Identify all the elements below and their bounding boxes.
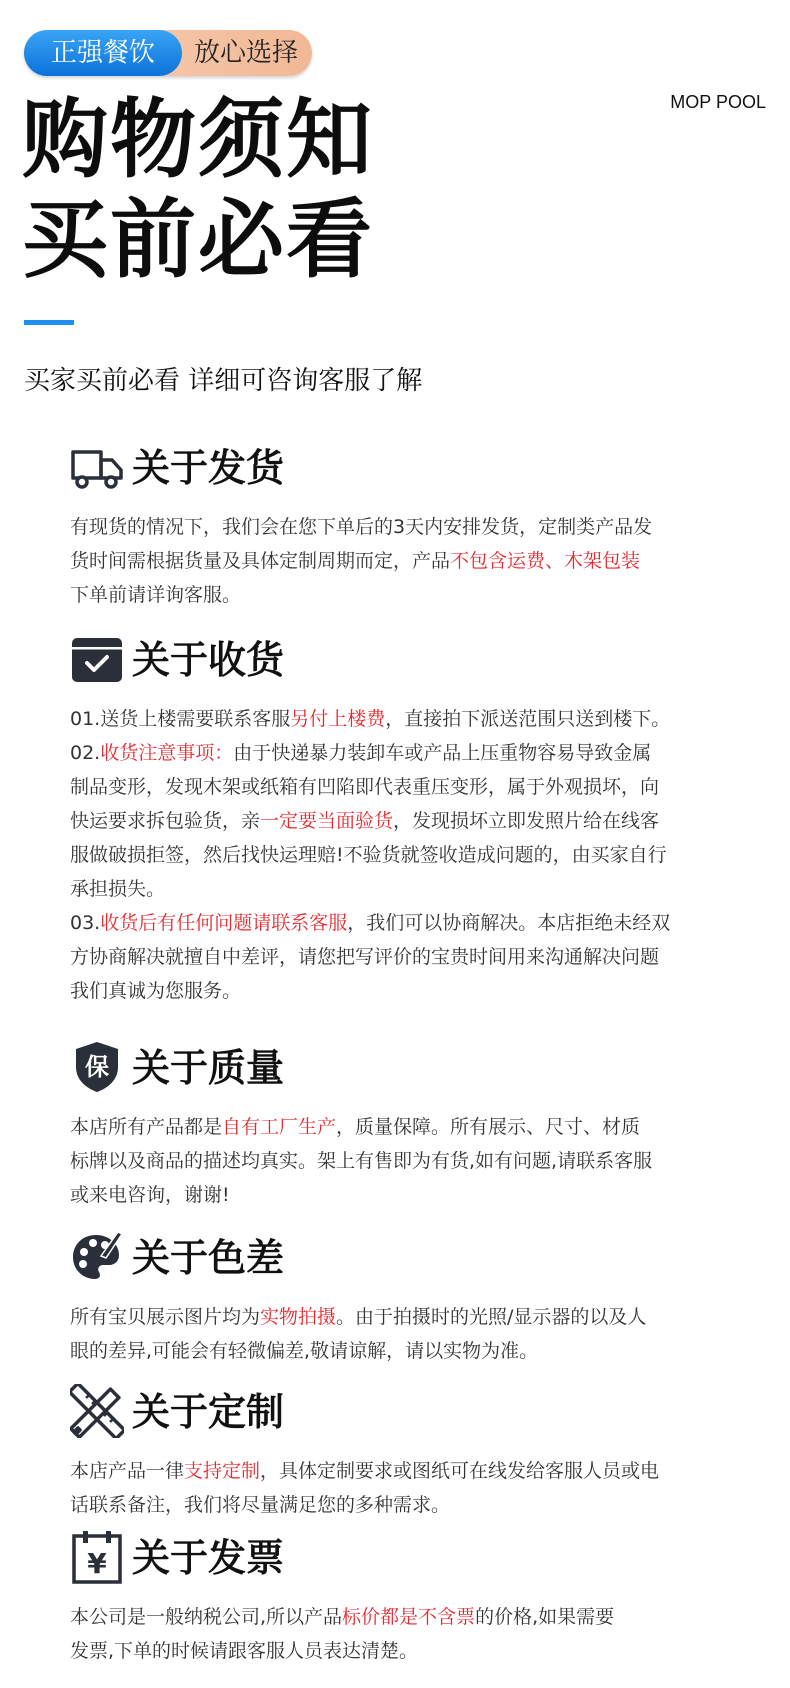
- invoice-icon-glyph: ¥: [87, 1547, 107, 1580]
- palette-icon: [70, 1230, 124, 1284]
- page-subtitle: 买家买前必看 详细可咨询客服了解: [24, 366, 423, 396]
- section-title: 关于发票: [132, 1536, 285, 1580]
- body-line: [70, 940, 710, 974]
- body-text: 或来电咨询，谢谢!: [70, 1184, 230, 1206]
- highlight-text: 不包含运费、木架包装: [450, 550, 641, 572]
- body-text: 服做破损拒签，然后找快运理赔!不验货就签收造成问题的，由买家自行: [70, 844, 667, 866]
- highlight-text: 另付上楼费: [290, 708, 386, 730]
- badge-brand-label: 正强餐饮: [24, 30, 182, 76]
- section-body: [70, 702, 710, 1008]
- body-text: 制品变形，发现木架或纸箱有凹陷即代表重压变形，属于外观损坏，向: [70, 776, 660, 798]
- section-receiving: [70, 632, 710, 1008]
- body-text: 有现货的情况下，我们会在您下单后的3天内安排发货，定制类产品发: [70, 516, 653, 538]
- body-text: ，直接拍下派送范围只送到楼下。: [385, 708, 671, 730]
- body-text: 本店产品一律: [70, 1460, 185, 1482]
- body-line: [70, 1300, 710, 1334]
- body-text: 我们真诚为您服务。: [70, 980, 242, 1002]
- section-header: [70, 1530, 710, 1586]
- highlight-text: 收货注意事项：: [100, 742, 234, 764]
- body-line: [70, 1600, 710, 1634]
- body-text: 话联系备注，我们将尽量满足您的多种需求。: [70, 1494, 451, 1516]
- body-line: [70, 1144, 710, 1178]
- body-text: ，质量保障。所有展示、尺寸、材质: [336, 1116, 641, 1138]
- section-shipping: [70, 440, 710, 612]
- body-text: 本店所有产品都是: [70, 1116, 223, 1138]
- body-line: [70, 770, 710, 804]
- section-header: [70, 1384, 710, 1440]
- body-text: 02.: [70, 742, 101, 764]
- body-line: [70, 1178, 710, 1212]
- body-text: 本公司是一般纳税公司,所以产品: [70, 1606, 343, 1628]
- truck-icon: [70, 440, 124, 494]
- body-line: [70, 578, 710, 612]
- section-color-difference: [70, 1230, 710, 1368]
- body-text: 快运要求拆包验货，亲: [70, 810, 261, 832]
- highlight-text: 收货后有任何问题请联系客服: [100, 912, 348, 934]
- section-title: 关于收货: [132, 638, 285, 682]
- body-line: [70, 736, 710, 770]
- body-line: [70, 1488, 710, 1522]
- body-text: 所有宝贝展示图片均为: [70, 1306, 261, 1328]
- body-line: [70, 804, 710, 838]
- accent-divider: [24, 320, 74, 325]
- invoice-yen-icon: [70, 1530, 124, 1584]
- section-header: [70, 1040, 710, 1096]
- body-text: 。由于拍摄时的光照/显示器的以及人: [336, 1306, 647, 1328]
- body-text: 03.: [70, 912, 101, 934]
- body-text: 标牌以及商品的描述均真实。架上有售即为有货,如有问题,请联系客服: [70, 1150, 653, 1172]
- body-line: [70, 974, 710, 1008]
- receive-box-icon: [70, 632, 124, 686]
- body-line: [70, 1334, 710, 1368]
- section-body: [70, 1600, 710, 1668]
- body-line: [70, 510, 710, 544]
- section-quality: [70, 1040, 710, 1212]
- highlight-text: 实物拍摄: [260, 1306, 337, 1328]
- section-body: [70, 1454, 710, 1522]
- highlight-text: 自有工厂生产: [222, 1116, 337, 1138]
- body-line: [70, 544, 710, 578]
- highlight-text: 标价都是不含票: [342, 1606, 476, 1628]
- brand-name: MOP POOL: [670, 92, 766, 112]
- quality-shield-icon: [70, 1040, 124, 1094]
- body-text: 货时间需根据货量及具体定制周期而定，产品: [70, 550, 451, 572]
- section-header: [70, 1230, 710, 1286]
- highlight-text: 一定要当面验货: [260, 810, 394, 832]
- tagline-badge: [24, 30, 312, 76]
- section-body: [70, 1110, 710, 1212]
- body-text: 方协商解决就擅自中差评，请您把写评价的宝贵时间用来沟通解决问题: [70, 946, 660, 968]
- body-text: 眼的差异,可能会有轻微偏差,敬请谅解，请以实物为准。: [70, 1340, 539, 1362]
- section-title: 关于定制: [132, 1390, 285, 1434]
- section-title: 关于色差: [132, 1236, 285, 1280]
- body-text: ，发现损坏立即发照片给在线客: [393, 810, 660, 832]
- section-header: [70, 440, 710, 496]
- body-line: [70, 906, 710, 940]
- body-line: [70, 1110, 710, 1144]
- body-line: [70, 1634, 710, 1668]
- body-text: 由于快递暴力装卸车或产品上压重物容易导致金属: [233, 742, 652, 764]
- body-line: [70, 838, 710, 872]
- body-line: [70, 1454, 710, 1488]
- section-body: [70, 510, 710, 612]
- section-title: 关于发货: [132, 446, 285, 490]
- highlight-text: 支持定制: [184, 1460, 261, 1482]
- section-title: 关于质量: [132, 1046, 285, 1090]
- body-text: 的价格,如果需要: [475, 1606, 615, 1628]
- page-title-line2: 买前必看: [22, 190, 374, 290]
- body-text: 承担损失。: [70, 878, 166, 900]
- body-line: [70, 702, 710, 736]
- section-body: [70, 1300, 710, 1368]
- badge-slogan-label: 放心选择: [193, 38, 298, 68]
- body-text: ，我们可以协商解决。本店拒绝未经双: [347, 912, 671, 934]
- section-customization: [70, 1384, 710, 1522]
- body-text: ，具体定制要求或图纸可在线发给客服人员或电: [260, 1460, 660, 1482]
- body-line: [70, 872, 710, 906]
- body-text: 下单前请详询客服。: [70, 584, 242, 606]
- quality-icon-glyph: 保: [85, 1053, 109, 1081]
- section-invoice: [70, 1530, 710, 1668]
- page-title-line1: 购物须知: [22, 90, 374, 190]
- body-text: 01.送货上楼需要联系客服: [70, 708, 291, 730]
- ruler-pencil-icon: [70, 1384, 124, 1438]
- section-header: [70, 632, 710, 688]
- body-text: 发票,下单的时候请跟客服人员表达清楚。: [70, 1640, 419, 1662]
